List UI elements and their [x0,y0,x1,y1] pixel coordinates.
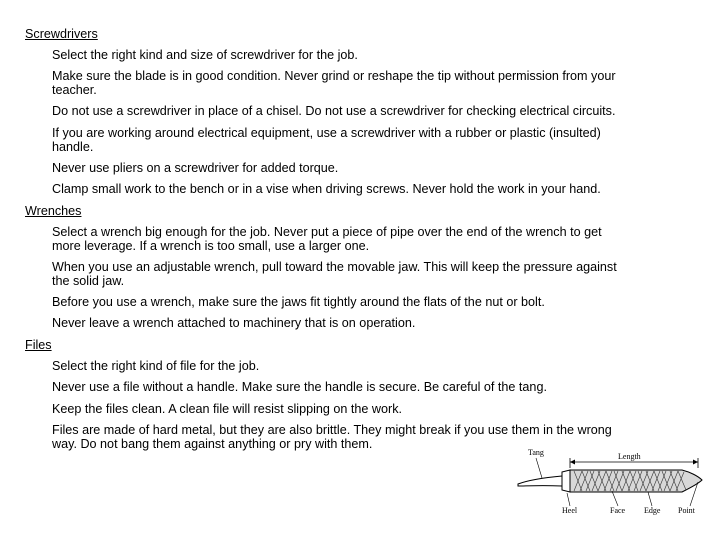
item-text-line: Select the right kind and size of screwdriver for the job. [52,48,358,62]
edge-leader-line [648,492,652,506]
item-text-line: more leverage. If a wrench is too small, use a larger one. [52,239,370,253]
item-text-line: Select a wrench big enough for the job. Never put a piece of pipe over the end of the wrench to get [52,225,602,239]
section-heading-screwdrivers: Screwdrivers [25,27,98,41]
tang-label: Tang [528,448,544,457]
length-arrow-right [693,460,698,465]
file-heel-shape [562,470,570,492]
section-heading-wrenches: Wrenches [25,204,82,218]
section-heading-files: Files [25,338,52,352]
length-arrow-left [570,460,575,465]
item-text-line: Never use pliers on a screwdriver for added torque. [52,161,339,175]
item-text-line: Clamp small work to the bench or in a vise when driving screws. Never hold the work in your hand. [52,182,601,196]
item-text-line: Do not use a screwdriver in place of a chisel. Do not use a screwdriver for checking electrical circuits. [52,104,616,118]
item-text-line: If you are working around electrical equipment, use a screwdriver with a rubber or plastic (insulted) [52,126,601,140]
item-text-line: handle. [52,140,94,154]
item-text-line: When you use an adjustable wrench, pull toward the movable jaw. This will keep the pressure against [52,260,617,274]
heel-leader-line [567,493,570,506]
item-text-line: Select the right kind of file for the job. [52,359,260,373]
length-label: Length [618,452,641,461]
item-text-line: Files are made of hard metal, but they are also brittle. They might break if you use them in the wrong [52,423,612,437]
item-text-line: Make sure the blade is in good condition. Never grind or reshape the tip without permission from your [52,69,616,83]
item-text-line: Never leave a wrench attached to machinery that is on operation. [52,316,416,330]
face-leader-line [612,491,618,506]
face-label: Face [610,506,626,515]
item-text-line: teacher. [52,83,97,97]
edge-label: Edge [644,506,661,515]
heel-label: Heel [562,506,578,515]
point-label: Point [678,506,695,515]
item-text-line: way. Do not bang them against anything or pry with them. [52,437,373,451]
item-text-line: Never use a file without a handle. Make sure the handle is secure. Be careful of the tang. [52,380,547,394]
file-diagram [512,446,708,518]
file-tang-shape [518,476,564,486]
item-text-line: Keep the files clean. A clean file will resist slipping on the work. [52,402,403,416]
item-text-line: the solid jaw. [52,274,125,288]
tang-leader-line [536,458,542,478]
item-text-line: Before you use a wrench, make sure the jaws fit tightly around the flats of the nut or bolt. [52,295,545,309]
